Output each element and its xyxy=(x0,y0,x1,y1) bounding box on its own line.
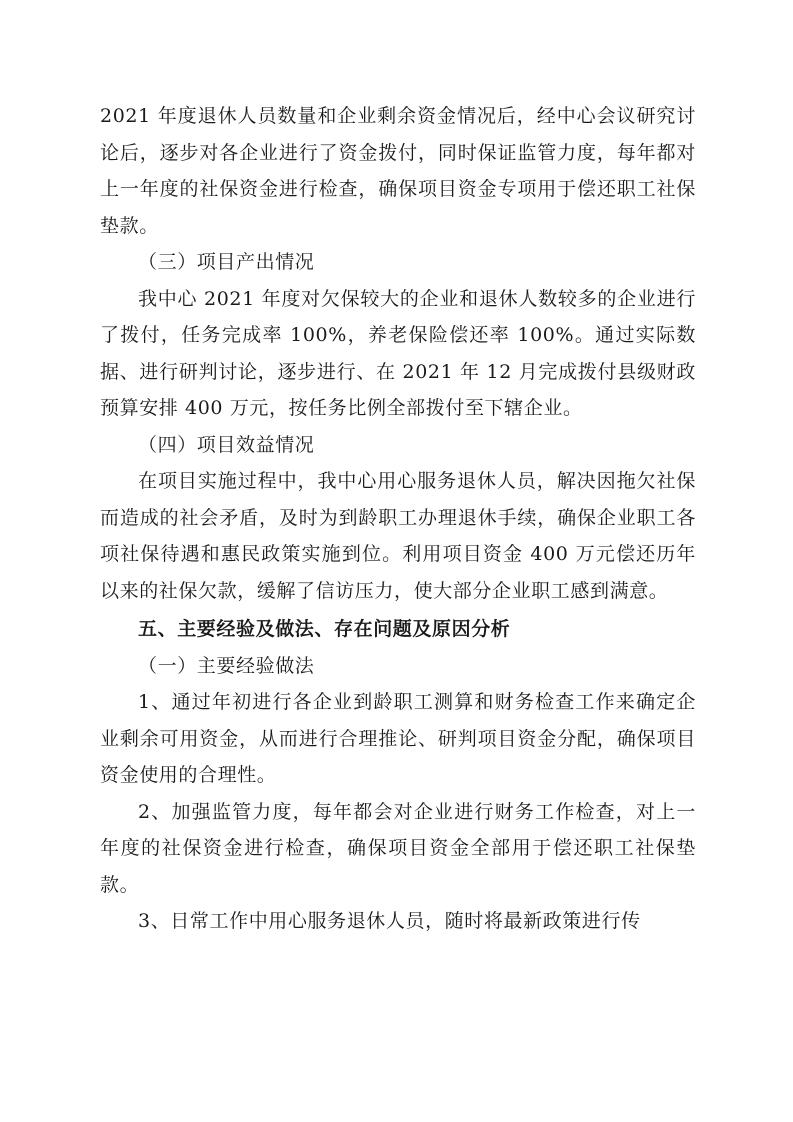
paragraph-item-1: 1、通过年初进行各企业到龄职工测算和财务检查工作来确定企业剩余可用资金，从而进行合理推论、研判项目资金分配，确保项目资金使用的合理性。 xyxy=(100,691,696,786)
subheading-project-output: （三）项目产出情况 xyxy=(138,251,315,273)
paragraph-item-2: 2、加强监管力度，每年都会对企业进行财务工作检查，对上一年度的社保资金进行检查，确保项目资金全部用于偿还职工社保垫款。 xyxy=(100,800,696,896)
subheading-project-benefit: （四）项目效益情况 xyxy=(138,433,315,456)
paragraph-project-benefit: 在项目实施过程中，我中心用心服务退休人员，解决因拖欠社保而造成的社会矛盾，及时为到龄职工办理退休手续，确保企业职工各项社保待遇和惠民政策实施到位。利用项目资金 400 万元偿还历年以来的社保欠款，缓解了信访压力，使大部分企业职工感到满意。 xyxy=(100,470,696,602)
paragraph-continuation: 2021 年度退休人员数量和企业剩余资金情况后，经中心会议研究讨论后，逐步对各企业进行了资金拨付，同时保证监管力度，每年都对上一年度的社保资金进行检查，确保项目资金专项用于偿还职工社保垫款。 xyxy=(100,105,696,237)
paragraph-item-3: 3、日常工作中用心服务退休人员，随时将最新政策进行传 xyxy=(138,910,641,932)
section-heading-experience: 五、主要经验及做法、存在问题及原因分析 xyxy=(138,618,511,640)
paragraph-project-output: 我中心 2021 年度对欠保较大的企业和退休人数较多的企业进行了拨付，任务完成率 100%，养老保险偿还率 100%。通过实际数据、进行研判讨论，逐步进行、在 2021 年 12 月完成拨付县级财政预算安排 400 万元，按任务比例全部拨付至下辖企业。 xyxy=(100,287,696,419)
document-body xyxy=(100,98,696,940)
subheading-main-experience: （一）主要经验做法 xyxy=(138,654,315,677)
